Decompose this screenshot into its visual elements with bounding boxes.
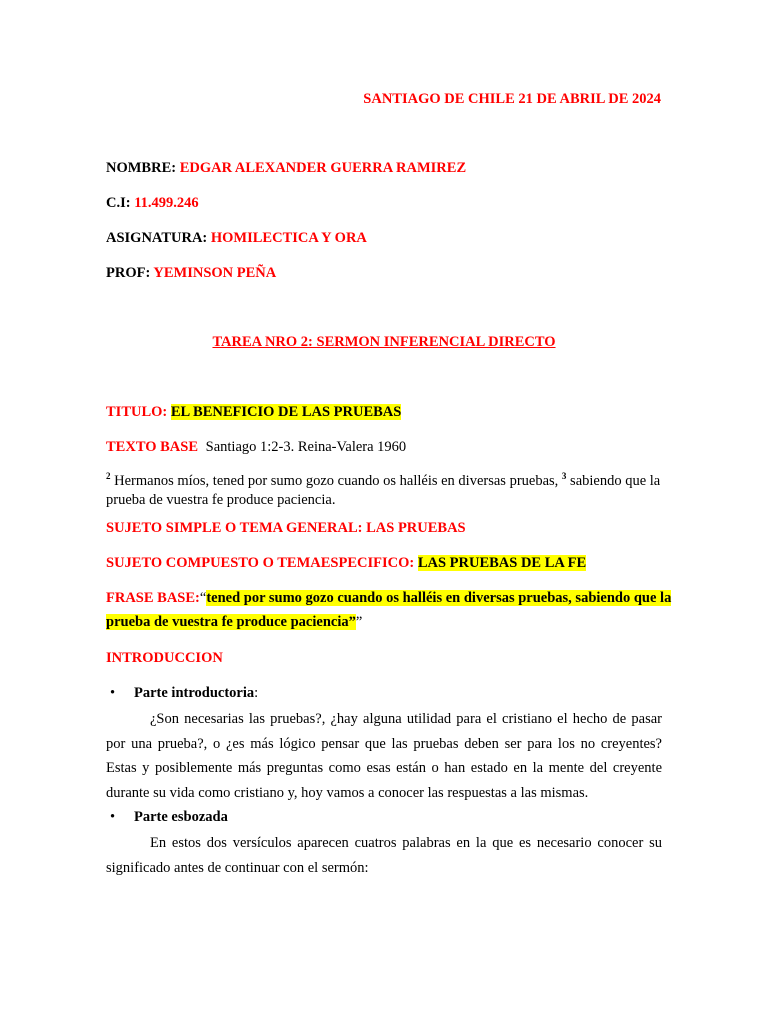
asignatura-label: ASIGNATURA: [106, 230, 208, 246]
verse-text [106, 472, 662, 510]
frase-close-quote: ” [355, 614, 363, 630]
verse-part2: sabiendo que la prueba de vuestra fe produce paciencia. [106, 473, 661, 508]
parte-introductoria-text: ¿Son necesarias las pruebas?, ¿hay alguna utilidad para el cristiano el hecho de pasar por una prueba?, o ¿es más lógico pensar que las pruebas deben ser para los no creyentes? Estas y posiblemente más preguntas como esas están o han estado en la mente del creyente durante su vida como cristiano y, hoy vamos a conocer las respuestas a las mismas. [106, 711, 662, 801]
frase-open-quote: “ [199, 590, 207, 606]
prof-line [106, 265, 276, 282]
texto-base-line [106, 439, 406, 456]
ci-line [106, 195, 199, 212]
introduccion-heading: INTRODUCCION [106, 650, 223, 666]
sujeto-simple: SUJETO SIMPLE O TEMA GENERAL: LAS PRUEBAS [106, 520, 466, 536]
parte-esbozada-item [110, 809, 228, 826]
frase-base-label: FRASE BASE: [106, 590, 200, 606]
texto-base-label: TEXTO BASE [106, 439, 199, 455]
titulo-line [106, 404, 401, 421]
prof-value: YEMINSON PEÑA [153, 265, 277, 281]
titulo-label: TITULO: [106, 404, 168, 420]
parte-introductoria-colon: : [254, 685, 259, 701]
ci-value: 11.499.246 [134, 195, 199, 211]
frase-base-text-2: prueba de vuestra fe produce paciencia” [106, 614, 356, 630]
titulo-value: EL BENEFICIO DE LAS PRUEBAS [170, 404, 402, 420]
ci-label: C.I: [106, 195, 131, 211]
texto-base-value: Santiago 1:2-3. Reina-Valera 1960 [205, 439, 407, 455]
asignatura-line [106, 230, 367, 247]
sujeto-compuesto-line [106, 555, 586, 572]
verse-number-3: 3 [561, 471, 567, 481]
asignatura-value: HOMILECTICA Y ORA [210, 230, 367, 246]
parte-introductoria-label: Parte introductoria [134, 685, 255, 701]
prof-label: PROF: [106, 265, 151, 281]
bullet-dot: • [110, 809, 116, 825]
bullet-dot: • [110, 685, 116, 701]
nombre-value: EDGAR ALEXANDER GUERRA RAMIREZ [179, 160, 467, 176]
frase-base-line2 [106, 614, 362, 631]
parte-esbozada-text: En estos dos versículos aparecen cuatros palabras en la que es necesario conocer su significado antes de continuar con el sermón: [106, 835, 662, 876]
parte-esbozada-label: Parte esbozada [134, 809, 228, 825]
frase-base-text-1: tened por sumo gozo cuando os halléis en diversas pruebas, sabiendo que la [206, 590, 672, 606]
nombre-label: NOMBRE: [106, 160, 177, 176]
nombre-line [106, 160, 466, 177]
frase-base-line1 [106, 590, 671, 607]
parte-introductoria-item [110, 685, 259, 702]
task-title-row [0, 334, 768, 351]
task-title: TAREA NRO 2: SERMON INFERENCIAL DIRECTO [212, 334, 556, 350]
verse-part1: Hermanos míos, tened por sumo gozo cuando os halléis en diversas pruebas, [114, 473, 559, 489]
sujeto-compuesto-value: LAS PRUEBAS DE LA FE [417, 555, 587, 571]
verse-number-2: 2 [106, 471, 111, 481]
document-date: SANTIAGO DE CHILE 21 DE ABRIL DE 2024 [363, 91, 661, 107]
sujeto-compuesto-label: SUJETO COMPUESTO O TEMAESPECIFICO: [106, 555, 415, 571]
